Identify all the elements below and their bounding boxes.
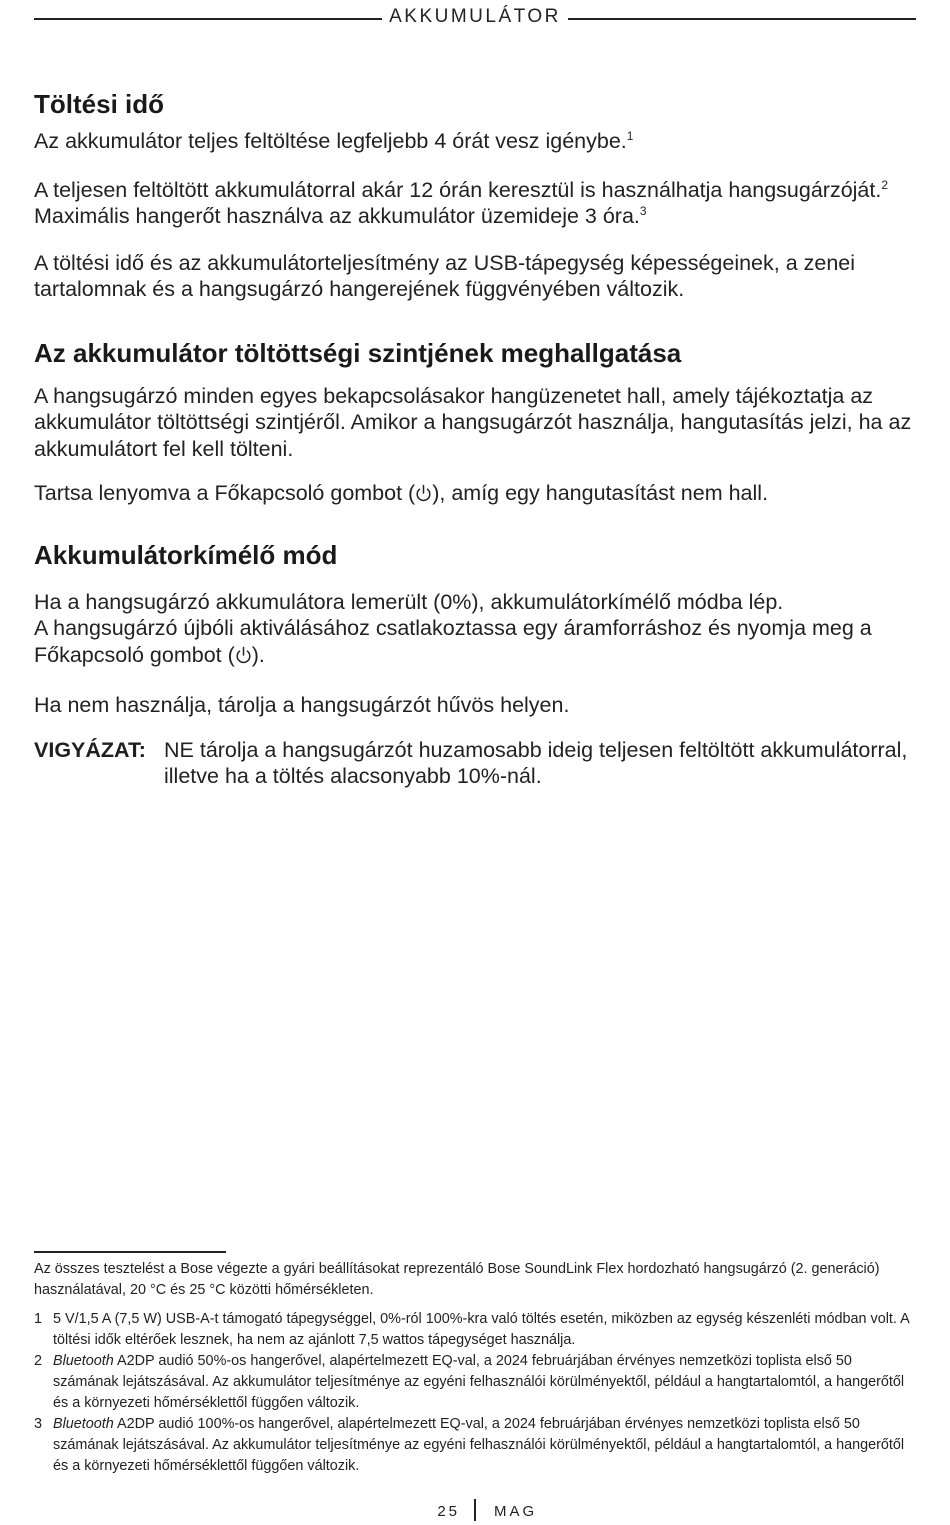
level-p2-after: ), amíg egy hangutasítást nem hall. bbox=[432, 481, 769, 505]
footnote-body: 5 V/1,5 A (7,5 W) USB-A-t támogató tápegységgel, 0%-ról 100%-kra való töltés esetén, miközben az egység készenléti módban volt. A töltési idők eltérőek lesznek, ha nem az ajánlott 7,5 wattos tápegységet használja. bbox=[53, 1311, 909, 1348]
footnote-number: 3 bbox=[34, 1416, 43, 1432]
heading-charging-time: Töltési idő bbox=[34, 89, 164, 119]
footnotes bbox=[34, 1259, 910, 1477]
saver-p1-before: A hangsugárzó újbóli aktiválásához csatlakoztassa egy áramforráshoz és nyomja meg a Főkapcsoló gombot ( bbox=[34, 616, 872, 667]
level-paragraph-1: A hangsugárzó minden egyes bekapcsolásakor hangüzenetet hall, amely tájékoztatja az akkumulátor töltöttségi szintjéről. Amikor a hangsugárzót használja, hangutasítás jelzi, ha az akkumulátort fel kell tölteni. bbox=[34, 383, 912, 461]
saver-paragraph-2: Ha nem használja, tárolja a hangsugárzót hűvös helyen. bbox=[34, 693, 570, 717]
footer-separator bbox=[474, 1499, 476, 1521]
heading-battery-saver: Akkumulátorkímélő mód bbox=[34, 539, 338, 570]
power-icon bbox=[235, 646, 252, 665]
footnote-ref-3: 3 bbox=[639, 203, 647, 218]
charging-p1-text: Az akkumulátor teljes feltöltése legfeljebb 4 órát vesz igénybe. bbox=[34, 129, 627, 153]
charging-paragraph-1 bbox=[34, 128, 916, 155]
page-number: 25 bbox=[437, 1503, 460, 1520]
charging-p2b-text: Maximális hangerőt használva az akkumulátor üzemideje 3 óra. bbox=[34, 204, 640, 228]
footnote-text bbox=[53, 1309, 910, 1351]
saver-paragraph-1 bbox=[34, 589, 916, 669]
footnote-ref-1: 1 bbox=[626, 128, 634, 143]
heading-battery-level: Az akkumulátor töltöttségi szintjének meghallgatása bbox=[34, 337, 682, 368]
footnote-number: 2 bbox=[34, 1353, 43, 1369]
charging-p2a-text: A teljesen feltöltött akkumulátorral akár 12 órán keresztül is használhatja hangsugárzóját. bbox=[34, 177, 882, 202]
main-content bbox=[34, 88, 916, 790]
footnote-text bbox=[53, 1351, 910, 1414]
header-rule-right bbox=[568, 18, 916, 20]
caution-text: NE tárolja a hangsugárzót huzamosabb ideig teljesen feltöltött akkumulátorral, illetve ha a töltés alacsonyabb 10%-nál. bbox=[164, 737, 908, 788]
charging-paragraph-3: A töltési idő és az akkumulátorteljesítmény az USB-tápegység képességeinek, a zenei tartalomnak és a hangsugárzó hangerejének függvényében változik. bbox=[34, 250, 856, 301]
footnote-italic: Bluetooth bbox=[53, 1353, 114, 1369]
page-header bbox=[34, 6, 916, 32]
footnote-item bbox=[34, 1351, 910, 1414]
charging-paragraph-2 bbox=[34, 177, 916, 230]
header-title: AKKUMULÁTOR bbox=[389, 6, 561, 27]
footnote-italic: Bluetooth bbox=[53, 1416, 114, 1432]
caution-block bbox=[34, 737, 916, 790]
caution-label: VIGYÁZAT: bbox=[34, 737, 146, 762]
footnote-intro: Az összes tesztelést a Bose végezte a gyári beállításokat reprezentáló Bose SoundLink Flex hordozható hangsugárzó (2. generáció) használatával, 20 °C és 25 °C közötti hőmérsékleten. bbox=[34, 1261, 880, 1298]
footnote-text bbox=[53, 1414, 910, 1477]
level-p2-before: Tartsa lenyomva a Főkapcsoló gombot ( bbox=[34, 481, 416, 505]
footnote-item bbox=[34, 1414, 910, 1477]
language-code: MAG bbox=[494, 1503, 538, 1520]
footnote-item bbox=[34, 1309, 910, 1351]
power-icon bbox=[415, 484, 432, 503]
page-footer bbox=[0, 1501, 950, 1525]
footnote-rule bbox=[34, 1251, 226, 1253]
saver-p1-after: ). bbox=[251, 642, 265, 667]
footnote-number: 1 bbox=[34, 1311, 43, 1327]
footnote-body: A2DP audió 50%-os hangerővel, alapértelmezett EQ-val, a 2024 februárjában érvényes nemzetközi toplista első 50 számának lejátszásával. Az akkumulátor teljesítménye az egyéni felhasználói körülményektől, például a hangtartalomtól, a hangerőtől és a környezeti hőmérséklettől függően változik. bbox=[53, 1353, 905, 1411]
saver-p1-line1: Ha a hangsugárzó akkumulátora lemerült (0%), akkumulátorkímélő módba lép. bbox=[34, 589, 784, 614]
footnote-body: A2DP audió 100%-os hangerővel, alapértelmezett EQ-val, a 2024 februárjában érvényes nemzetközi toplista első 50 számának lejátszásával. Az akkumulátor teljesítménye az egyéni felhasználói körülményektől, például a hangtartalomtól, a hangerőtől és a környezeti hőmérséklettől függően változik. bbox=[53, 1416, 905, 1474]
level-paragraph-2 bbox=[34, 480, 916, 507]
footnote-ref-2: 2 bbox=[881, 177, 889, 192]
